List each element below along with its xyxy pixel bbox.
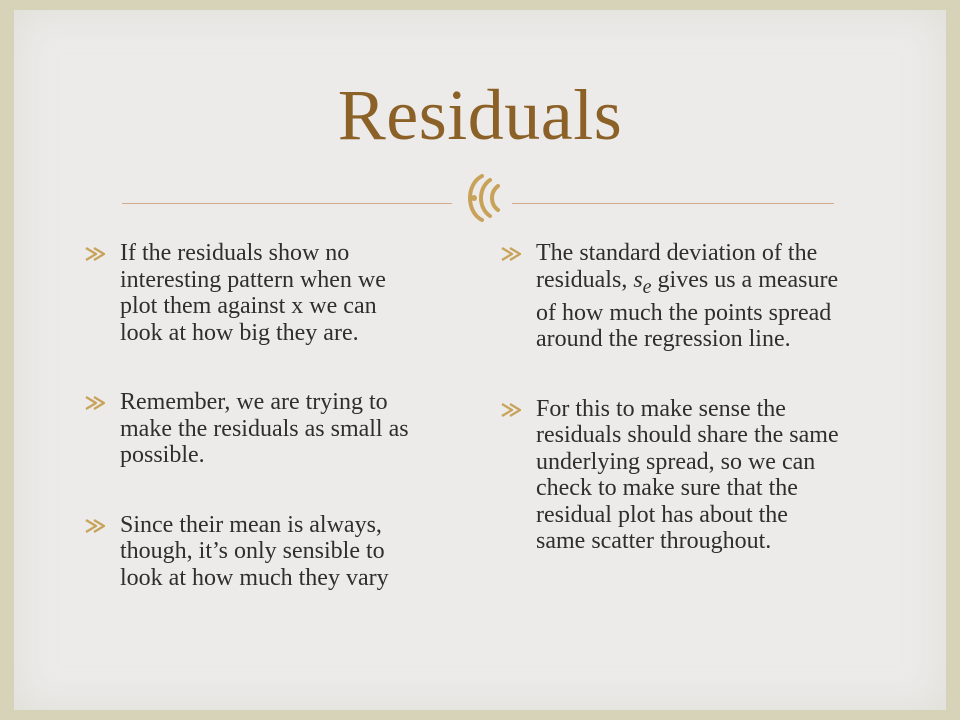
double-chevron-bullet-icon [500,246,532,262]
list-item [84,389,424,469]
symbol-subscript-e: e [642,275,652,298]
list-item [500,396,840,555]
bullet-text-after: gives us a measure of how much the points spread around the regression line. [536,266,839,353]
title-divider-left [122,203,452,204]
symbol-s: s [633,266,643,293]
double-chevron-bullet-icon [84,246,116,262]
right-column [500,240,840,598]
list-item [84,512,424,592]
list-item [84,240,424,346]
list-item [500,240,840,353]
bullet-text-before: The standard deviation of the residuals, [536,240,818,293]
double-chevron-bullet-icon [84,518,116,534]
double-chevron-bullet-icon [500,402,532,418]
bullet-text: Since their mean is always, though, it’s only sensible to look at how much they vary [120,511,389,591]
double-chevron-bullet-icon [84,395,116,411]
bullet-text: For this to make sense the residuals should share the same underlying spread, so we can check to make sure that the residual plot has about the same scatter throughout. [536,395,839,555]
slide-title: Residuals [337,75,623,155]
bullet-text: If the residuals show no interesting pattern when we plot them against x we can look at how big they are. [120,240,386,346]
bullet-text: Remember, we are trying to make the residuals as small as possible. [120,389,409,468]
title-divider-right [512,203,834,204]
ornament-flourish-icon [452,168,512,228]
left-column [84,240,424,634]
